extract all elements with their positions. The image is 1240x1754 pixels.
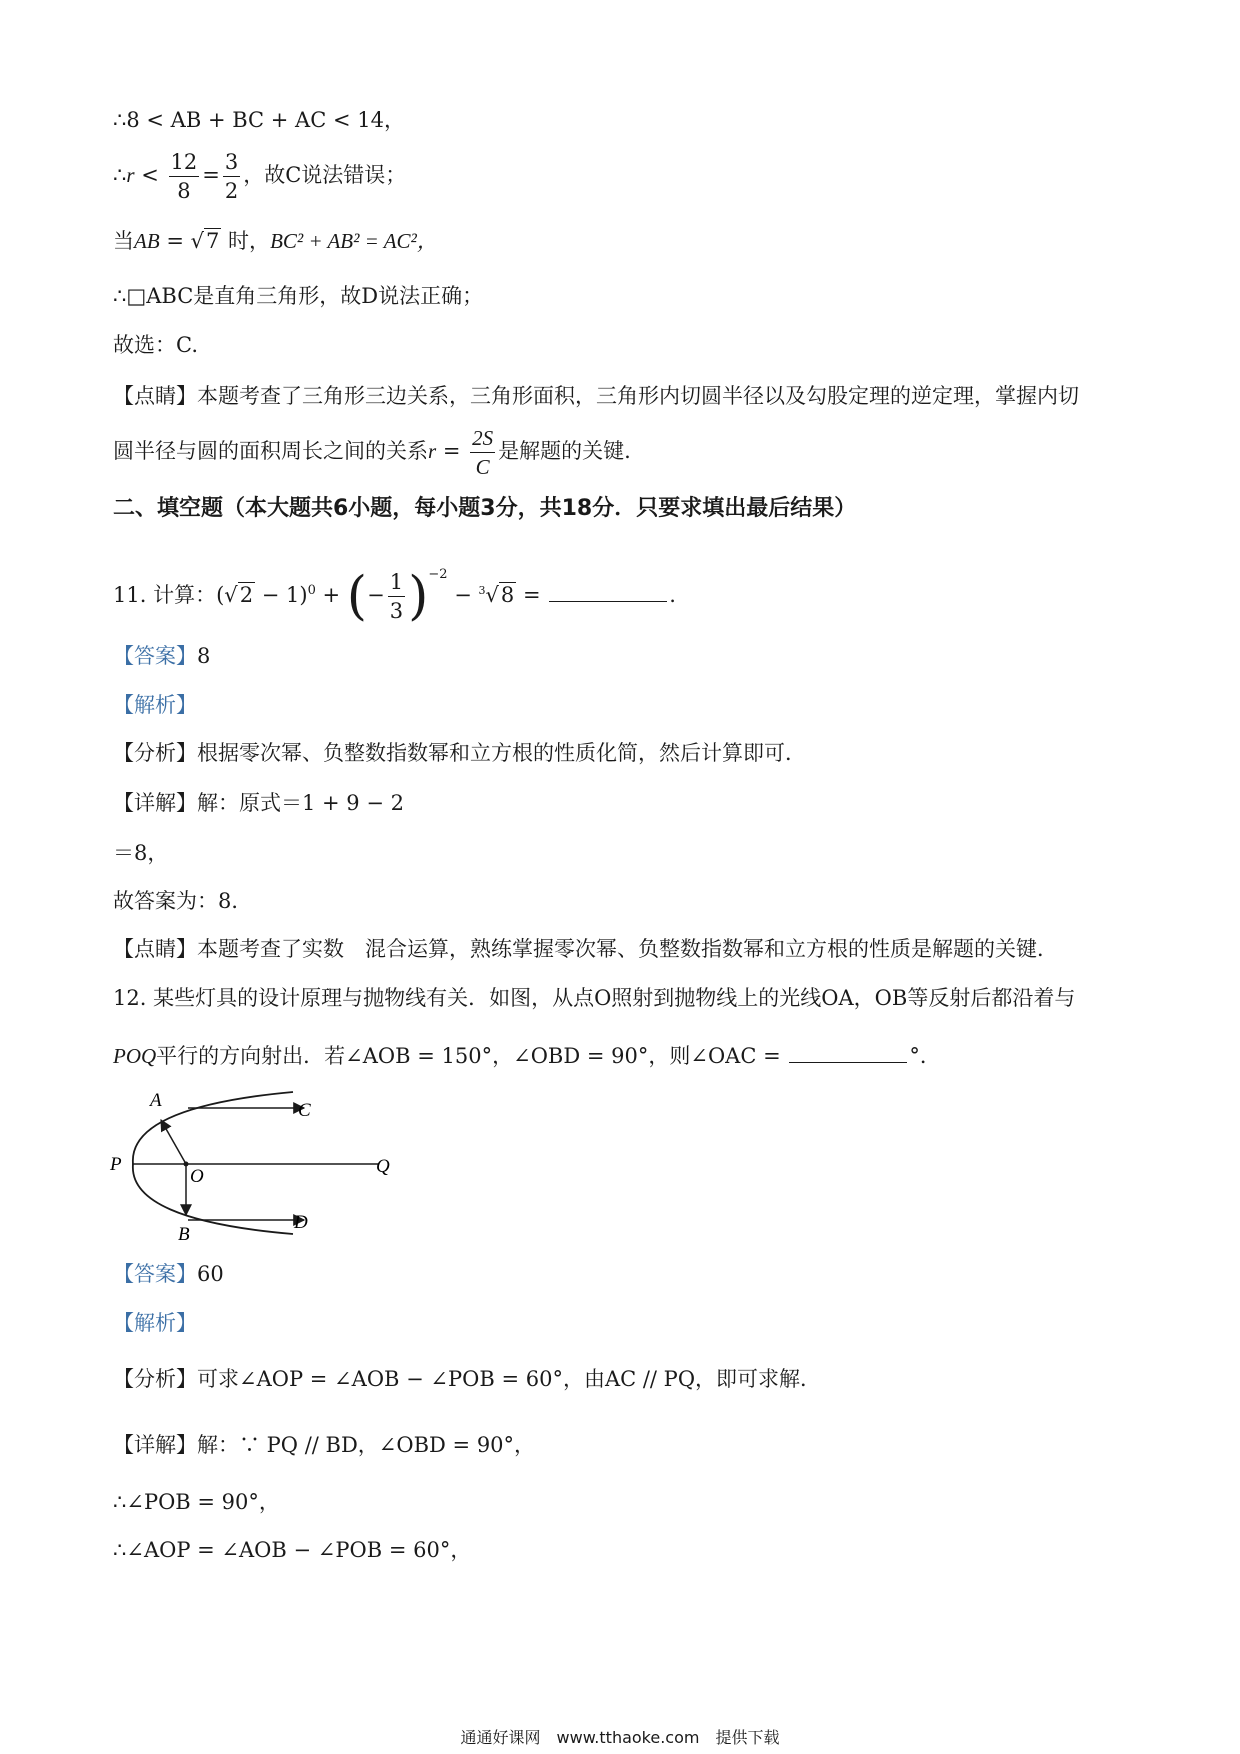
var-ab: AB bbox=[134, 229, 160, 253]
numerator: 3 bbox=[223, 148, 240, 177]
answer-tag: 【答案】 bbox=[113, 1262, 197, 1286]
label-o: O bbox=[190, 1166, 204, 1187]
text-when: 当 bbox=[113, 229, 134, 253]
radicand: 2 bbox=[239, 583, 254, 607]
numerator: 1 bbox=[388, 568, 405, 597]
label-b: B bbox=[178, 1224, 190, 1242]
answer-tag: 【答案】 bbox=[113, 644, 197, 668]
denominator: 8 bbox=[177, 179, 191, 203]
q12-line1: 12. 某些灯具的设计原理与抛物线有关．如图，从点O照射到抛物线上的光线OA，OB等反射后都沿着与 bbox=[113, 986, 1076, 1010]
exponent-zero: 0 bbox=[307, 583, 316, 598]
detail-tag: 【详解】 bbox=[113, 791, 197, 815]
line-inequality: ∴8 < AB + BC + AC < 14， bbox=[113, 108, 405, 132]
lt-sign: < bbox=[134, 163, 166, 187]
label-q: Q bbox=[376, 1156, 390, 1177]
q12-step1: ∴∠POB = 90°， bbox=[113, 1490, 280, 1514]
conclusion-text: ，故C说法错误； bbox=[243, 163, 407, 187]
big-paren-open: ( bbox=[346, 566, 368, 627]
fraction-2s-c bbox=[470, 424, 495, 481]
question-prompt: 计算： bbox=[153, 583, 217, 607]
text-key: 是解题的关键. bbox=[498, 439, 631, 463]
answer-blank[interactable] bbox=[789, 1040, 907, 1063]
numerator: 2S bbox=[470, 424, 495, 453]
neg-sign: − bbox=[367, 583, 385, 607]
eq-sign: = bbox=[516, 583, 548, 607]
plus-sign: + bbox=[315, 583, 347, 607]
q11-detail-2: ＝8， bbox=[113, 841, 169, 865]
q11-detail bbox=[113, 788, 404, 818]
line-dianjing-2 bbox=[113, 420, 631, 482]
fraction-1-3 bbox=[388, 568, 405, 625]
cbrt-8: √8 bbox=[485, 583, 515, 607]
big-paren-close: ) bbox=[408, 566, 429, 627]
text-time: 时， bbox=[221, 229, 271, 253]
line-choice: 故选：C. bbox=[113, 333, 198, 357]
section-heading: 二、填空题（本大题共6小题，每小题3分，共18分．只要求填出最后结果） bbox=[113, 496, 857, 521]
detail-text: 解：原式＝1 + 9 − 2 bbox=[197, 791, 404, 815]
label-d: D bbox=[294, 1212, 308, 1233]
parabola-diagram bbox=[108, 1082, 408, 1242]
pythagoras-formula: BC² + AB² = AC²， bbox=[270, 229, 438, 253]
q11-analysis-tag: 【解析】 bbox=[113, 693, 197, 717]
eq-sign: = bbox=[202, 163, 220, 187]
degree-end: °． bbox=[909, 1044, 941, 1068]
denominator: 2 bbox=[224, 179, 239, 203]
var-r: r bbox=[428, 439, 437, 463]
q12-step2: ∴∠AOP = ∠AOB − ∠POB = 60°， bbox=[113, 1538, 472, 1562]
q12-detail: 【详解】解：∵ PQ // BD，∠OBD = 90°， bbox=[113, 1433, 536, 1457]
numerator: 12 bbox=[169, 148, 200, 177]
exponent-neg-two: −2 bbox=[428, 567, 448, 582]
q11-dianjing: 【点睛】本题考查了实数 混合运算，熟练掌握零次幂、负整数指数幂和立方根的性质是解题的关键． bbox=[113, 937, 1058, 961]
sqrt-2: √2 bbox=[224, 583, 254, 607]
q11-fenxi: 【分析】根据零次幂、负整数指数幂和立方根的性质化简，然后计算即可． bbox=[113, 741, 806, 765]
q12-fenxi: 【分析】可求∠AOP = ∠AOB − ∠POB = 60°，由AC // PQ，即可求解． bbox=[113, 1367, 822, 1391]
q11-answer bbox=[113, 641, 210, 671]
page-footer: 通通好课网 www.tthaoke.com 提供下载 bbox=[460, 1728, 780, 1747]
text-relation: 圆半径与圆的面积周长之间的关系 bbox=[113, 439, 428, 463]
answer-blank[interactable] bbox=[549, 579, 667, 602]
line-poq: POQ bbox=[113, 1044, 157, 1068]
therefore-symbol: ∴ bbox=[113, 163, 127, 187]
line-right-triangle: ∴□ABC是直角三角形，故D说法正确； bbox=[113, 284, 484, 308]
minus-sign: − bbox=[447, 583, 479, 607]
eq-sign: = bbox=[159, 229, 191, 253]
q12-answer bbox=[113, 1259, 224, 1289]
question-number: 11. bbox=[113, 583, 147, 607]
label-a: A bbox=[150, 1090, 162, 1111]
label-c: C bbox=[298, 1100, 311, 1121]
sqrt-7: √7 bbox=[190, 229, 220, 253]
parabola-curve bbox=[133, 1092, 293, 1234]
radicand: 8 bbox=[500, 583, 515, 607]
radicand: 7 bbox=[206, 229, 220, 253]
fraction-12-8 bbox=[169, 148, 200, 205]
line-dianjing-1: 【点睛】本题考查了三角形三边关系，三角形面积，三角形内切圆半径以及勾股定理的逆定理，掌握内切 bbox=[113, 384, 1079, 408]
question-11 bbox=[113, 558, 676, 627]
var-r: r bbox=[126, 163, 135, 187]
q12-analysis-tag: 【解析】 bbox=[113, 1311, 197, 1335]
point-o bbox=[184, 1162, 189, 1167]
period: . bbox=[669, 583, 676, 607]
eq-sign: = bbox=[436, 439, 468, 463]
cube-index: 3 bbox=[478, 584, 486, 597]
condition-text: 平行的方向射出．若∠AOB = 150°，∠OBD = 90°，则∠OAC = bbox=[156, 1044, 788, 1068]
line-r-bound bbox=[113, 144, 406, 206]
answer-value: 60 bbox=[197, 1262, 224, 1286]
denominator: C bbox=[475, 455, 490, 479]
q12-line2 bbox=[113, 1040, 941, 1071]
expr-minus-one: − 1) bbox=[255, 583, 308, 607]
line-pythagoras bbox=[113, 226, 438, 256]
answer-value: 8 bbox=[197, 644, 211, 668]
q11-final: 故答案为：8． bbox=[113, 889, 253, 913]
paren-open: ( bbox=[216, 583, 225, 607]
denominator: 3 bbox=[389, 599, 404, 623]
label-p: P bbox=[110, 1154, 122, 1175]
ray-oa bbox=[161, 1120, 186, 1164]
fraction-3-2 bbox=[223, 148, 240, 205]
